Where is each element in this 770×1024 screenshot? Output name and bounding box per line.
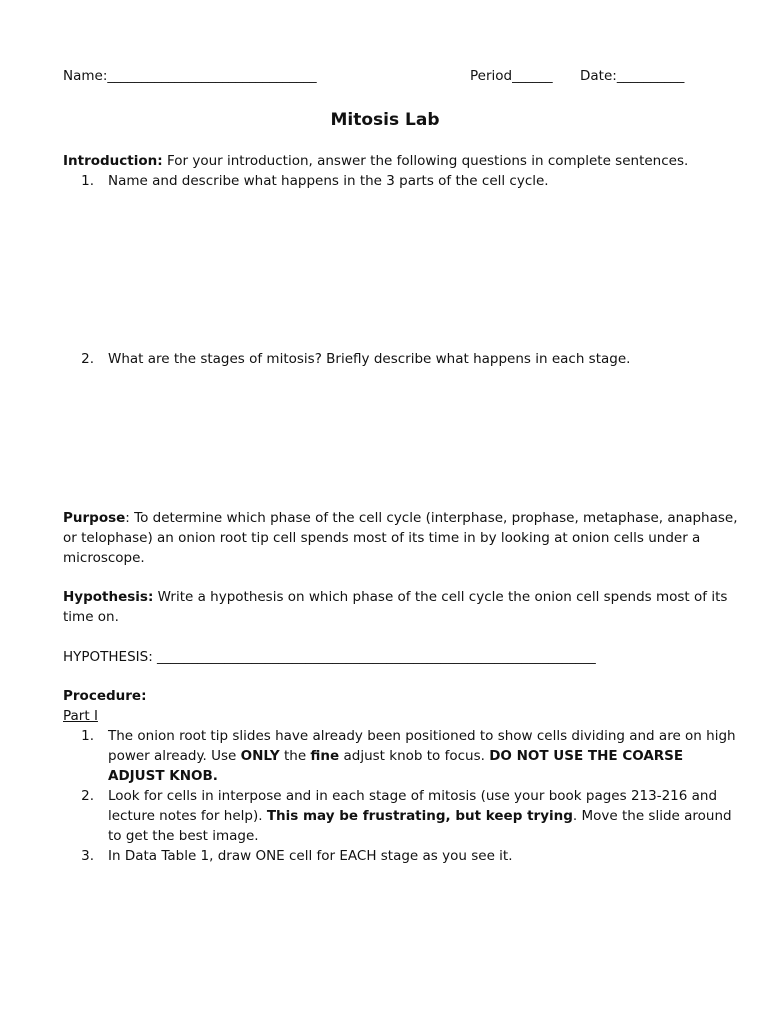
step-number-1: 1. — [81, 728, 94, 744]
step-1-the: the — [279, 748, 311, 764]
step-1-line-1: The onion root tip slides have already been positioned to show cells dividing and are on high — [108, 728, 736, 744]
step-1-fine: fine — [310, 748, 340, 764]
step-2-line-2 — [108, 806, 732, 826]
hypothesis-text-1: Write a hypothesis on which phase of the cell cycle the onion cell spends most of its — [153, 589, 728, 605]
procedure-label: Procedure: — [63, 688, 147, 704]
purpose-line-2: or telophase) an onion root tip cell spends most of its time in by looking at onion cells under a — [63, 530, 701, 546]
step-3-line-1: In Data Table 1, draw ONE cell for EACH stage as you see it. — [108, 848, 513, 864]
purpose-line-3: microscope. — [63, 550, 145, 566]
step-1-line-2 — [108, 746, 683, 766]
question-number-1: 1. — [81, 173, 94, 189]
part-label: Part I — [63, 708, 98, 724]
question-1: Name and describe what happens in the 3 parts of the cell cycle. — [108, 173, 549, 189]
introduction-label: Introduction: — [63, 153, 163, 169]
name-field: Name:_______________________________ — [63, 68, 317, 84]
hypothesis-line-1 — [63, 587, 727, 607]
purpose-text-1: : To determine which phase of the cell cycle (interphase, prophase, metaphase, anaphase, — [125, 510, 738, 526]
step-2-line-1: Look for cells in interpose and in each stage of mitosis (use your book pages 213-216 and — [108, 788, 718, 804]
step-1-text: power already. Use — [108, 748, 241, 764]
purpose-line-1 — [63, 508, 738, 528]
question-2: What are the stages of mitosis? Briefly describe what happens in each stage. — [108, 351, 631, 367]
introduction-text: For your introduction, answer the following questions in complete sentences. — [162, 153, 689, 169]
hypothesis-label: Hypothesis: — [63, 589, 154, 605]
period-field: Period______ — [470, 68, 553, 84]
page-title: Mitosis Lab — [330, 110, 440, 130]
hypothesis-blank: HYPOTHESIS: _________________________________________________________________ — [63, 649, 596, 665]
step-1-only: ONLY — [240, 748, 280, 764]
step-1-line-3: ADJUST KNOB. — [108, 768, 218, 784]
date-field: Date:__________ — [580, 68, 685, 84]
step-number-3: 3. — [81, 848, 94, 864]
step-2-text: lecture notes for help). — [108, 808, 267, 824]
purpose-label: Purpose — [63, 510, 126, 526]
step-2-line-3: to get the best image. — [108, 828, 259, 844]
step-1-adjust: adjust knob to focus. — [339, 748, 490, 764]
step-number-2: 2. — [81, 788, 94, 804]
question-number-2: 2. — [81, 351, 94, 367]
step-2-emphasis: This may be frustrating, but keep trying — [266, 808, 573, 824]
step-2-move: . Move the slide around — [572, 808, 732, 824]
hypothesis-line-2: time on. — [63, 609, 119, 625]
introduction-line — [63, 151, 688, 171]
step-1-warning: DO NOT USE THE COARSE — [489, 748, 684, 764]
